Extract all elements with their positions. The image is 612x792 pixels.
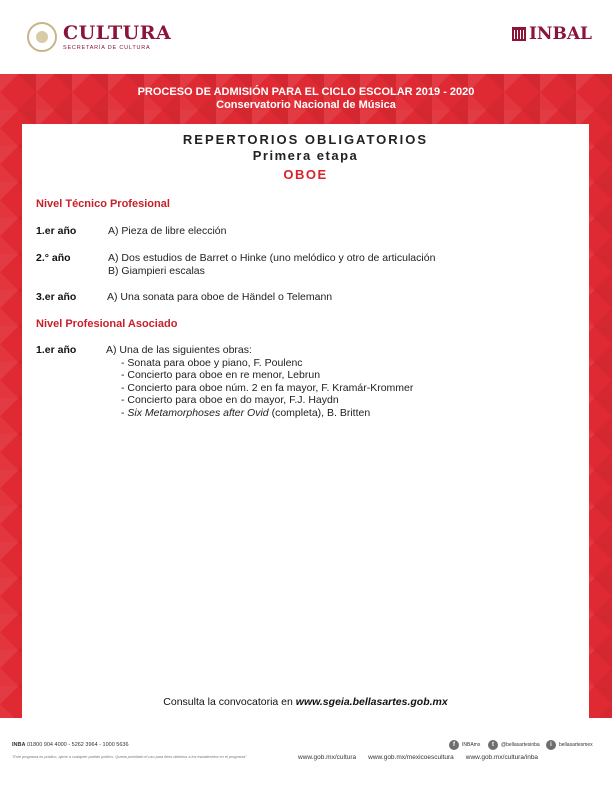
twitter-icon: t xyxy=(488,740,498,750)
social-handle: bellasartesmex xyxy=(559,742,593,748)
cultura-subtitle: SECRETARÍA DE CULTURA xyxy=(63,45,151,51)
works-list xyxy=(121,357,413,420)
content-panel xyxy=(22,124,589,718)
requirement-line: A) Pieza de libre elección xyxy=(108,225,227,237)
requirement-line: A) Una sonata para oboe de Händel o Telemann xyxy=(107,291,333,303)
banner-line-2: Conservatorio Nacional de Música xyxy=(216,99,396,111)
footer-legal: "Este programa es público, ajeno a cualquier partido político. Queda prohibido el uso para fines distintos a los establecidos en el programa" xyxy=(12,755,247,759)
facebook-icon: f xyxy=(449,740,459,750)
footer-link-inba[interactable]: www.gob.mx/cultura/inba xyxy=(465,754,539,761)
social-facebook[interactable] xyxy=(449,740,480,750)
requirement-line: B) Giampieri escalas xyxy=(108,264,205,277)
list-item xyxy=(121,407,413,420)
list-item: - Concierto para oboe en do mayor, F.J. Haydn xyxy=(121,394,339,406)
year-requirements xyxy=(106,344,413,419)
consulta-text: Consulta la convocatoria en xyxy=(163,696,296,708)
year-requirements xyxy=(107,291,332,304)
phone-numbers: 01800 904 4000 - 5262 3964 - 1000 5636 xyxy=(25,742,129,748)
social-handle: INBAmx xyxy=(462,742,481,748)
consulta-line xyxy=(22,696,589,708)
list-item: - Concierto para oboe en re menor, Lebrun xyxy=(121,369,321,381)
palace-icon xyxy=(512,27,526,41)
footer-phone xyxy=(12,742,129,748)
list-item-suffix: (completa), B. Britten xyxy=(268,406,371,419)
instagram-icon: i xyxy=(546,740,556,750)
national-seal-icon xyxy=(27,22,57,52)
banner-line-1: PROCESO DE ADMISIÓN PARA EL CICLO ESCOLAR 2019 - 2020 xyxy=(137,86,475,98)
social-twitter[interactable] xyxy=(488,740,540,750)
cultura-name: CULTURA xyxy=(63,22,172,44)
banner-title xyxy=(0,86,612,112)
cultura-logo xyxy=(27,22,171,52)
list-item: - Sonata para oboe y piano, F. Poulenc xyxy=(121,356,303,369)
social-handle: @bellasartesinba xyxy=(501,742,540,748)
page-title: REPERTORIOS OBLIGATORIOS xyxy=(182,132,429,147)
instrument-title: OBOE xyxy=(283,167,328,182)
footer-link-mexicoescultura[interactable]: www.gob.mx/mexicoescultura xyxy=(368,754,454,761)
footer-links xyxy=(298,754,550,761)
list-item-prefix: - xyxy=(121,406,128,419)
page-header xyxy=(0,0,612,74)
section-heading-tecnico: Nivel Técnico Profesional xyxy=(36,198,170,210)
inbal-logo xyxy=(512,24,592,44)
cultura-wordmark xyxy=(63,23,171,51)
year-label: 1.er año xyxy=(36,344,77,356)
year-label: 3.er año xyxy=(36,291,77,303)
year-requirements xyxy=(108,225,226,238)
footer-link-cultura[interactable]: www.gob.mx/cultura xyxy=(298,754,357,761)
work-title-italic: Six Metamorphoses after Ovid xyxy=(127,406,269,419)
year-label: 2.° año xyxy=(36,252,71,264)
inbal-name: INBAL xyxy=(528,24,592,44)
year-requirements xyxy=(108,252,435,277)
social-instagram[interactable] xyxy=(546,740,593,750)
page-footer xyxy=(0,718,612,792)
phone-brand: INBA xyxy=(12,742,26,748)
requirement-line: A) Una de las siguientes obras: xyxy=(106,344,252,356)
stage-subtitle: Primera etapa xyxy=(252,148,359,163)
year-label: 1.er año xyxy=(36,225,77,237)
list-item: - Concierto para oboe núm. 2 en fa mayor, F. Kramár-Krommer xyxy=(121,381,414,394)
consulta-link[interactable]: www.sgeia.bellasartes.gob.mx xyxy=(295,696,448,708)
requirement-line: A) Dos estudios de Barret o Hinke (uno melódico y otro de articulación xyxy=(108,252,436,264)
section-heading-asociado: Nivel Profesional Asociado xyxy=(36,318,178,330)
